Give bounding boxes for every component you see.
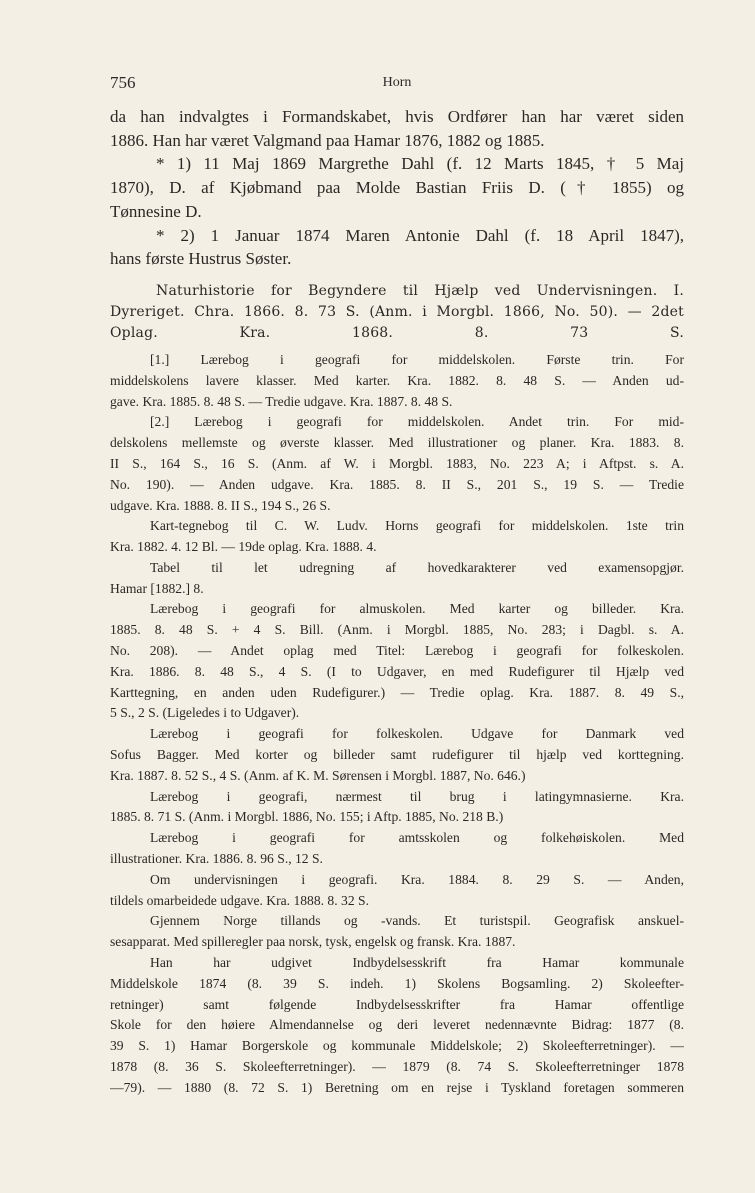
text-line: 1885. 8. 48 S. + 4 S. Bill. (Anm. i Morgbl. 1885, No. 283; i Dagbl. s. A.	[110, 622, 684, 638]
page-header	[110, 73, 684, 93]
text-line: Kart-tegnebog til C. W. Ludv. Horns geografi for middelskolen. 1ste trin	[150, 518, 684, 534]
text-line: Lærebog i geografi for almuskolen. Med karter og billeder. Kra.	[150, 601, 684, 617]
text-line: Lærebog i geografi for folkeskolen. Udgave for Danmark ved	[150, 726, 684, 742]
text-line: tildels omarbeidede udgave. Kra. 1888. 8. 32 S.	[110, 892, 369, 908]
text-line: Middelskole 1874 (8. 39 S. indeh. 1) Skolens Bogsamling. 2) Skoleefter-	[110, 975, 684, 991]
text-line: hans første Hustrus Søster.	[110, 249, 292, 269]
text-line: delskolens mellemste og øverste klasser. Med illustrationer og planer. Kra. 1883. 8.	[110, 435, 684, 451]
text-line: Naturhistorie for Begyndere til Hjælp ved Undervisningen. I.	[156, 282, 684, 299]
text-line: Om undervisningen i geografi. Kra. 1884. 8. 29 S. — Anden,	[150, 871, 684, 887]
text-line: [1.] Lærebog i geografi for middelskolen. Første trin. For	[150, 351, 684, 367]
text-line: 1885. 8. 71 S. (Anm. i Morgbl. 1886, No. 155; i Aftp. 1885, No. 218 B.)	[110, 809, 504, 825]
page-body	[110, 105, 684, 1099]
text-line: Gjennem Norge tillands og -vands. Et turistspil. Geografisk anskuel-	[150, 913, 684, 929]
text-line: —79). — 1880 (8. 72 S. 1) Beretning om en rejse i Tyskland foretagen sommeren	[110, 1079, 684, 1095]
text-line: Kra. 1886. 8. 48 S., 4 S. (I to Udgaver, en med Rudefigurer til Hjælp ved	[110, 663, 684, 679]
text-line: II S., 164 S., 16 S. (Anm. af W. i Morgbl. 1883, No. 223 A; i Aftpst. s. A.	[110, 455, 684, 471]
text-line: da han indvalgtes i Formandskabet, hvis Ordfører han har været siden	[110, 107, 684, 126]
text-line: Hamar [1882.] 8.	[110, 580, 204, 596]
text-line: Tønnesine D.	[110, 201, 202, 221]
running-head: Horn	[382, 75, 412, 90]
text-line: udgave. Kra. 1888. 8. II S., 194 S., 26 S.	[110, 497, 331, 513]
text-line: 1886. Han har været Valgmand paa Hamar 1876, 1882 og 1885.	[110, 130, 545, 150]
text-line: 5 S., 2 S. (Ligeledes i to Udgaver).	[110, 705, 300, 721]
text-line: Karttegning, en anden uden Rudefigurer.) — Tredie oplag. Kra. 1887. 8. 49 S.,	[110, 684, 684, 700]
text-line: No. 208). — Andet oplag med Titel: Lærebog i geografi for folkeskolen.	[110, 643, 684, 659]
text-line: middelskolens lavere klasser. Med karter. Kra. 1882. 8. 48 S. — Anden ud-	[110, 372, 684, 388]
text-line: Lærebog i geografi, nærmest til brug i latingymnasierne. Kra.	[150, 788, 684, 804]
text-line: 39 S. 1) Hamar Borgerskole og kommunale Middelskole; 2) Skoleefterretninger). —	[110, 1038, 684, 1054]
text-line: illustrationer. Kra. 1886. 8. 96 S., 12 S.	[110, 851, 323, 867]
text-line: 1870), D. af Kjøbmand paa Molde Bastian Friis D. († 1855) og	[110, 178, 684, 198]
text-line: [2.] Lærebog i geografi for middelskolen. Andet trin. For mid-	[150, 414, 684, 430]
text-line: * 1) 11 Maj 1869 Margrethe Dahl (f. 12 Marts 1845, † 5 Maj	[156, 154, 684, 174]
text-line: Dyreriget. Chra. 1866. 8. 73 S. (Anm. i Morgbl. 1866, No. 50). — 2det	[110, 303, 684, 320]
text-line: Skole for den høiere Almendannelse og deri leveret nedennævnte Bidrag: 1877 (8.	[110, 1017, 684, 1033]
text-line: No. 190). — Anden udgave. Kra. 1885. 8. II S., 201 S., 19 S. — Tredie	[110, 476, 684, 492]
text-line: Lærebog i geografi for amtsskolen og folkehøiskolen. Med	[150, 830, 684, 846]
page-number: 756	[110, 73, 136, 92]
fraktur-entry	[110, 281, 684, 344]
text-line: * 2) 1 Januar 1874 Maren Antonie Dahl (f. 18 April 1847),	[156, 225, 684, 245]
text-line: retninger) samt følgende Indbydelsesskrifter fra Hamar offentlige	[110, 996, 684, 1012]
text-line: Sofus Bagger. Med korter og billeder samt rudefigurer til hjælp ved korttegning.	[110, 747, 684, 763]
text-line: sesapparat. Med spilleregler paa norsk, tysk, engelsk og fransk. Kra. 1887.	[110, 934, 516, 950]
bibliography-list	[110, 350, 684, 1099]
intro-paragraph	[110, 105, 684, 271]
text-line: 1878 (8. 36 S. Skoleefterretninger). — 1879 (8. 74 S. Skoleefterretninger 1878	[110, 1059, 684, 1075]
text-line: Tabel til let udregning af hovedkarakterer ved examensopgjør.	[150, 559, 684, 575]
text-line: Han har udgivet Indbydelsesskrift fra Hamar kommunale	[150, 955, 684, 971]
text-line: Kra. 1887. 8. 52 S., 4 S. (Anm. af K. M. Sørensen i Morgbl. 1887, No. 646.)	[110, 767, 526, 783]
text-line: Oplag. Kra. 1868. 8. 73 S.	[110, 324, 684, 341]
text-line: Kra. 1882. 4. 12 Bl. — 19de oplag. Kra. 1888. 4.	[110, 539, 377, 555]
text-line: gave. Kra. 1885. 8. 48 S. — Tredie udgave. Kra. 1887. 8. 48 S.	[110, 393, 453, 409]
